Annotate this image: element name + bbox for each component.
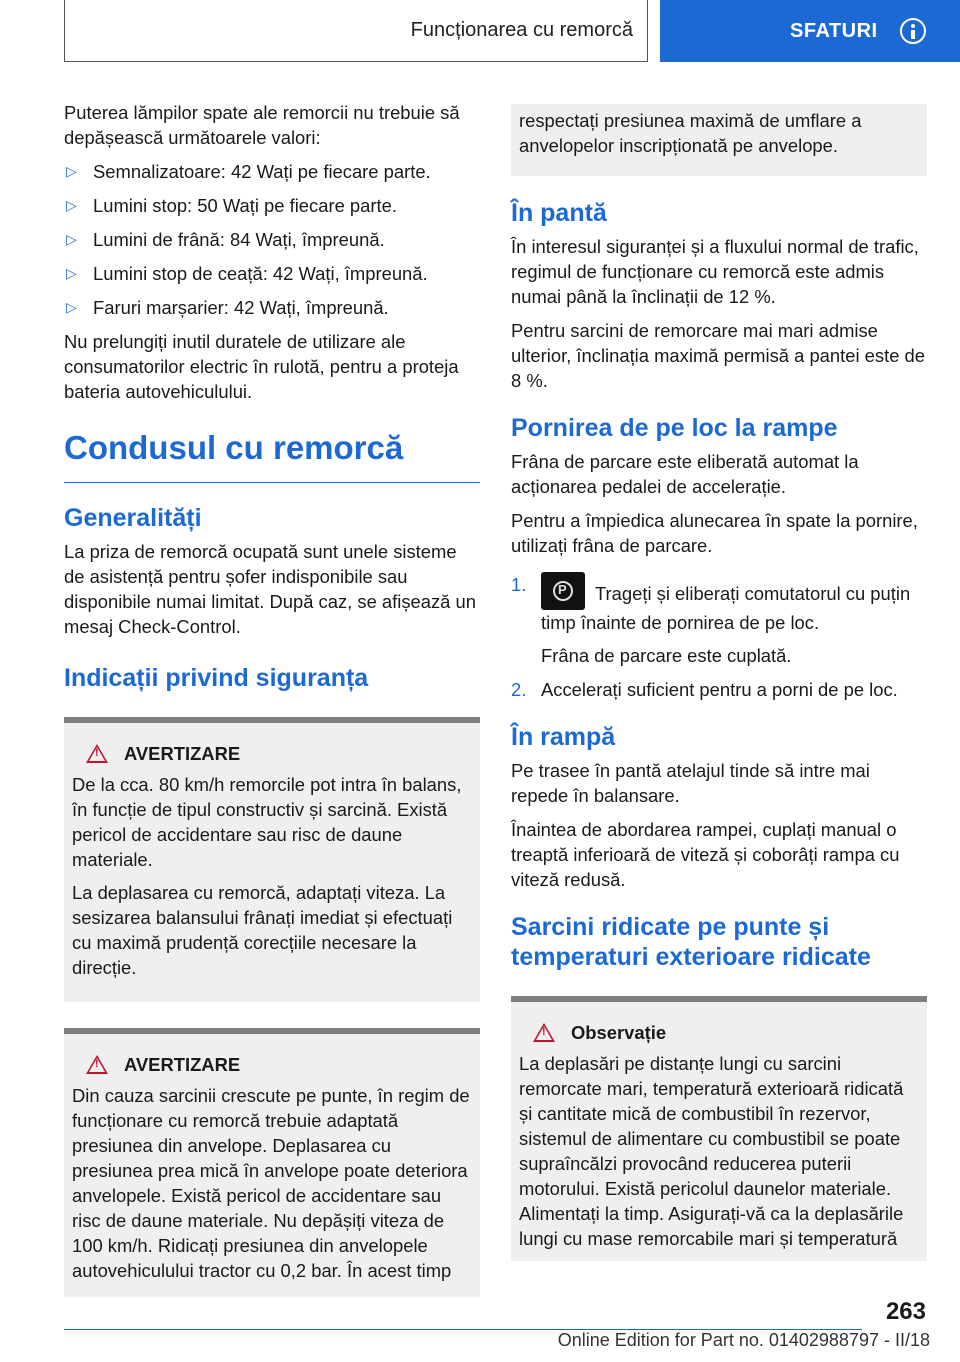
- list-item: ▷ Lumini stop de ceață: 42 Wați, împreună.: [66, 263, 428, 284]
- slope-heading: În pantă: [511, 199, 607, 227]
- warning-box: [64, 717, 480, 1002]
- footer-edition: Online Edition for Part no. 01402988797 - II/18: [557, 1330, 930, 1350]
- header-chapter: Funcționarea cu remorcă: [410, 19, 633, 41]
- warning-text: respectați presiunea maximă de umflare a anvelopelor inscripționată pe anvelope.: [519, 110, 862, 156]
- ramp-text: Pentru a împiedica alunecarea în spate la pornire, utilizați frâna de parcare.: [511, 510, 918, 556]
- intro-text: Puterea lămpilor spate ale remorcii nu trebuie să depășească următoarele valori:: [64, 102, 460, 148]
- slope-text: În interesul siguranței și a fluxului normal de trafic, regimul de funcționare cu remorcă este admis numai până la înclinații de 12 %.: [511, 236, 919, 307]
- caution-icon: [533, 1023, 555, 1042]
- left-column: [64, 100, 480, 1297]
- page-number: 263: [885, 1298, 926, 1325]
- warning-text: La deplasarea cu remorcă, adaptați viteza. La sesizarea balansului frânați imediat și efectuați cu maximă prudență corecțiile necesare la direcție.: [72, 882, 453, 978]
- safety-heading: Indicații privind siguranța: [64, 664, 369, 692]
- list-item: 2. Accelerați suficient pentru a porni de pe loc.: [511, 679, 898, 700]
- battery-text: Nu prelungiți inutil duratele de utilizare ale consumatorilor electric în rulotă, pentru a proteja bateria autovehiculului.: [64, 331, 459, 402]
- warning-icon: [86, 1055, 108, 1074]
- triangle-bullet-icon: ▷: [66, 265, 77, 281]
- list-item: ▷ Lumini de frână: 84 Wați, împreună.: [66, 229, 385, 250]
- downhill-heading: În rampă: [511, 723, 616, 751]
- triangle-bullet-icon: ▷: [66, 299, 77, 315]
- note-text: La deplasări pe distanțe lungi cu sarcini remorcate mari, temperatură exterioară ridicată și cantitate mică de combustibil în rezervor, sistemul de alimentare cu combustibil se poate supraîncălzi provocând reducerea puterii motorului. Există pericolul daunelor materiale. Alimentați la timp. Asigurați-vă ca la deplasările lungi cu mase remorcabile mari și temperatură: [519, 1053, 904, 1249]
- general-text: La priza de remorcă ocupată sunt unele sisteme de asistență pentru șofer indisponibile sau disponibile numai limitat. După caz, se afișează un mesaj Check-Control.: [64, 541, 476, 637]
- header-section-tab[interactable]: [660, 0, 960, 62]
- downhill-text: Pe trasee în pantă atelajul tinde să intre mai repede în balansare.: [511, 760, 870, 806]
- ramp-text: Frâna de parcare este eliberată automat la acționarea pedalei de accelerație.: [511, 451, 859, 497]
- warning-box: [64, 1028, 480, 1297]
- downhill-text: Înaintea de abordarea rampei, cuplați manual o treaptă inferioară de viteză și coborâți rampa cu viteză redusă.: [511, 819, 900, 890]
- warning-text: Din cauza sarcinii crescute pe punte, în regim de funcționare cu remorcă trebuie adaptată presiunea din anvelope. Deplasarea cu presiunea prea mică în anvelope poate deteriora anvelopele. Există pericol de accidentare sau risc de daune materiale. Nu depășiți viteza de 100 km/h. Ridicați presiunea din anvelopele autovehiculului tractor cu 0,2 bar. În acest timp: [72, 1085, 470, 1281]
- lamp-list: [64, 159, 480, 320]
- warning-icon: [86, 744, 108, 763]
- triangle-bullet-icon: ▷: [66, 231, 77, 247]
- list-item: 1. P Trageți și eliberați comutatorul cu puțin timp înainte de pornirea de pe loc. Frâna de parcare este cuplată.: [511, 572, 927, 668]
- ramp-steps: [511, 572, 927, 702]
- list-item: ▷ Lumini stop: 50 Wați pe fiecare parte.: [66, 195, 397, 216]
- note-box: [511, 996, 927, 1261]
- step-note: Frâna de parcare este cuplată.: [541, 645, 792, 666]
- info-icon: [900, 18, 926, 44]
- note-title: Observație: [571, 1022, 667, 1043]
- slope-text: Pentru sarcini de remorcare mai mari admise ulterior, înclinația maximă permisă a pantei este de 8 %.: [511, 320, 925, 391]
- chapter-title: Condusul cu remorcă: [64, 428, 480, 483]
- list-item: ▷ Faruri marșarier: 42 Wați, împreună.: [66, 297, 389, 318]
- triangle-bullet-icon: ▷: [66, 163, 77, 179]
- warning-title: AVERTIZARE: [124, 1054, 241, 1075]
- header-section: SFATURI: [790, 19, 878, 42]
- warning-continuation: [511, 104, 927, 176]
- right-column: [511, 104, 927, 1261]
- general-heading: Generalități: [64, 504, 202, 532]
- triangle-bullet-icon: ▷: [66, 197, 77, 213]
- parking-brake-icon: [541, 572, 585, 610]
- heavy-load-heading: Sarcini ridicate pe punte și temperaturi exterioare ridicate: [511, 913, 871, 971]
- ramp-heading: Pornirea de pe loc la rampe: [511, 414, 838, 442]
- warning-title: AVERTIZARE: [124, 743, 241, 764]
- list-item: ▷ Semnalizatoare: 42 Wați pe fiecare parte.: [66, 161, 431, 182]
- header-chapter-box: [64, 0, 648, 62]
- warning-text: De la cca. 80 km/h remorcile pot intra în balans, în funcție de tipul constructiv și sarcină. Există pericol de accidentare sau risc de daune materiale.: [72, 774, 462, 870]
